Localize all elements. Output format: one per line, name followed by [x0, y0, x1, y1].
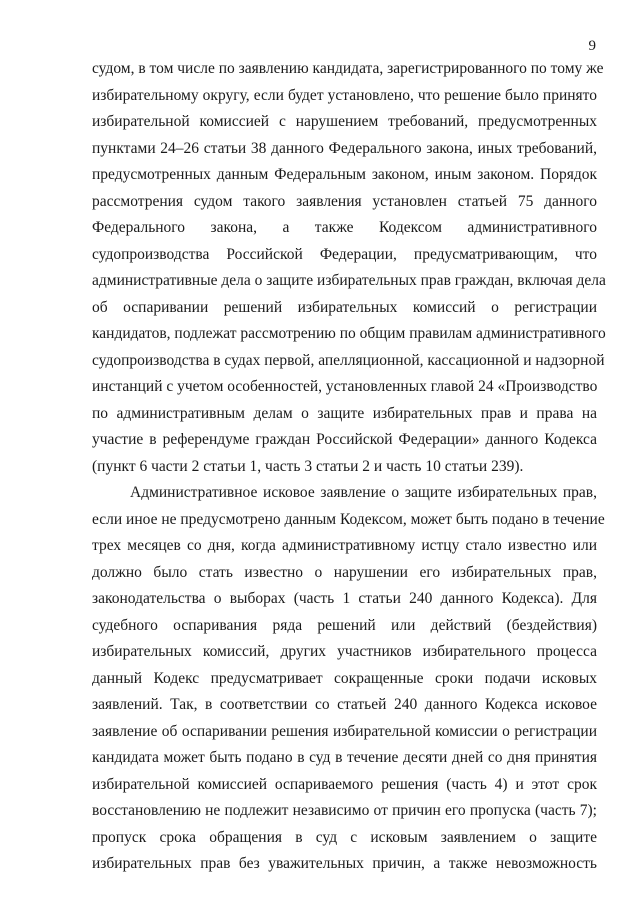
text-line: избирательных комиссий, других участников избирательного процесса	[92, 643, 597, 660]
text-line: избирательных прав без уважительных причин, а также невозможность	[92, 855, 597, 872]
text-line: должно было стать известно о нарушении его избирательных прав,	[92, 563, 597, 581]
text-line: кандидата может быть подано в суд в течение десяти дней со дня принятия	[92, 749, 597, 766]
text-line: трех месяцев со дня, когда административному истцу стало известно или	[92, 537, 597, 554]
text-line: восстановлению не подлежит независимо от причин его пропуска (часть 7);	[92, 802, 597, 819]
text-line: избирательной комиссией с нарушением требований, предусмотренных	[92, 113, 597, 130]
document-body	[92, 56, 606, 878]
text-line: судопроизводства в судах первой, апелляционной, кассационной и надзорной	[92, 351, 605, 369]
text-line: судом, в том числе по заявлению кандидата, зарегистрированного по тому же	[92, 60, 604, 77]
text-line: предусмотренных данным Федеральным законом, иным законом. Порядок	[92, 166, 597, 183]
text-line: Федерального закона, а также Кодексом административного	[92, 219, 597, 236]
text-line: инстанций с учетом особенностей, установленных главой 24 «Производство	[92, 378, 598, 395]
text-line: участие в референдуме граждан Российской Федерации» данного Кодекса	[92, 431, 597, 448]
text-line: избирательному округу, если будет установлено, что решение было принято	[92, 86, 597, 104]
text-line: кандидатов, подлежат рассмотрению по общим правилам административного	[92, 325, 606, 342]
text-line: об оспаривании решений избирательных комиссий о регистрации	[92, 298, 597, 316]
text-line: (пункт 6 части 2 статьи 1, часть 3 статьи 2 и часть 10 статьи 239).	[92, 457, 524, 475]
text-line: если иное не предусмотрено данным Кодексом, может быть подано в течение	[92, 510, 605, 528]
text-line: судопроизводства Российской Федерации, предусматривающим, что	[92, 245, 597, 263]
text-line: административные дела о защите избирательных прав граждан, включая дела	[92, 272, 606, 289]
text-line: пунктами 24–26 статьи 38 данного Федерального закона, иных требований,	[92, 139, 597, 157]
text-line: судебного оспаривания ряда решений или действий (бездействия)	[92, 616, 597, 634]
text-line: рассмотрения судом такого заявления установлен статьей 75 данного	[92, 192, 597, 210]
text-line: заявлений. Так, в соответствии со статьей 240 данного Кодекса исковое	[92, 696, 597, 713]
text-line: Административное исковое заявление о защите избирательных прав,	[130, 484, 597, 501]
text-line: пропуск срока обращения в суд с исковым заявлением о защите	[92, 828, 597, 846]
text-line: избирательной комиссией оспариваемого решения (часть 4) и этот срок	[92, 775, 597, 793]
text-line: данный Кодекс предусматривает сокращенные сроки подачи исковых	[92, 669, 597, 687]
text-line: по административным делам о защите избирательных прав и права на	[92, 404, 597, 422]
text-line: законодательства о выборах (часть 1 статьи 240 данного Кодекса). Для	[92, 590, 597, 607]
page-number: 9	[588, 38, 596, 54]
text-line: заявление об оспаривании решения избирательной комиссии о регистрации	[92, 722, 597, 740]
